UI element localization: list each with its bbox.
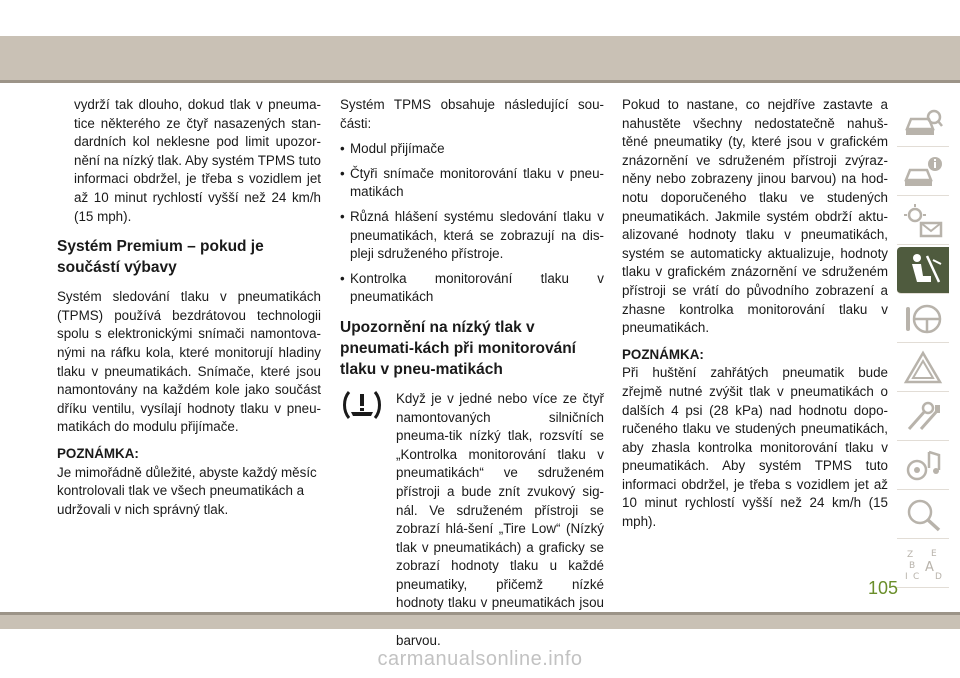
tab-alphabetical-index[interactable] xyxy=(897,541,949,588)
magnifier-icon xyxy=(903,497,943,533)
tab-multimedia[interactable] xyxy=(897,443,949,490)
alphabet-index-icon xyxy=(903,546,943,582)
page-number: 105 xyxy=(867,578,898,598)
tab-emergency[interactable] xyxy=(897,345,949,392)
lights-message-icon xyxy=(903,203,943,239)
note-text-2: Při huštění zahřátých pneumatik bude zřejmě nutné zvýšit tlak v pneumatikách o dalších 4 psi (28 kPa) nad hodnotu dopo-ručeného tlaku ve studených pneumatikách, aby zhasla kontrolka monitorování tlaku v pneumatikách. Aby systém TPMS tuto informaci obdržel, je třeba s vozidlem jet až 10 minut rychlostí vyšší než 24 km/h (15 mph). xyxy=(622,365,888,530)
tab-car-info[interactable] xyxy=(897,149,949,196)
tab-car-search[interactable] xyxy=(897,100,949,147)
car-info-icon xyxy=(903,154,943,190)
list-item-text: Různá hlášení systému sledování tlaku v pneumatikách, která se zobrazují na dis-pleji sdruženého přístroje. xyxy=(350,208,604,262)
note-title: POZNÁMKA: xyxy=(57,445,139,461)
col1-paragraph-2: Systém sledování tlaku v pneumatikách (TPMS) používá bezdrátovou technologii spolu s elektronickými snímači namontova-nými na ráfku kola, které monitorují hladiny tlaku v pneumatikách. Snímače, které jsou namontovány na každém kole jako součást dříku ventilu, vysílají hodnoty tlaku v pneu-matikách do modulu přijímače. xyxy=(57,289,321,435)
steering-wheel-icon xyxy=(903,301,943,337)
column-2 xyxy=(340,96,604,657)
index-letter: B xyxy=(909,561,916,571)
index-letter: D xyxy=(935,572,942,582)
column-1 xyxy=(57,96,321,519)
index-letter: I xyxy=(905,572,908,582)
column-3 xyxy=(622,96,888,532)
seat-passenger-icon xyxy=(903,252,943,288)
list-item xyxy=(340,208,604,264)
index-letter: E xyxy=(931,549,937,559)
tab-driving[interactable] xyxy=(897,296,949,343)
index-letter: A xyxy=(925,560,934,575)
note-title-2: POZNÁMKA: xyxy=(622,346,704,362)
tpms-warning-icon xyxy=(340,390,384,420)
tab-lights-messages[interactable] xyxy=(897,198,949,245)
note-text: Je mimořádně důležité, abyste každý měsíc kontrolovali tlak ve všech pneumatikách a udržovali v nich správný tlak. xyxy=(57,464,317,517)
header-band xyxy=(0,36,960,80)
footer-band xyxy=(0,615,960,629)
index-letter: C xyxy=(913,572,920,582)
warning-text: Když je v jedné nebo více ze čtyř namontovaných silničních pneuma-tik nízký tlak, rozsvítí se „Kontrolka monitorování tlaku v pneumatikách“ ve sdruženém přístroji a bude znít zvukový sig-nál. Ve sdruženém přístroji se zobrazí hlá-šení „Tire Low“ (Nízký tlak v pneumatikách) a graficky se zobrazí hodnoty tlaku u každé pneumatiky, přičemž nízké hodnoty tlaku v pneumatikách jsou barvou. xyxy=(396,390,604,648)
col1-paragraph-1: vydrží tak dlouho, dokud tlak v pneuma-tice některého ze čtyř nasazených stan-dardních kol neklesne pod limit upozor-nění na nízký tlak. Aby systém TPMS tuto informaci obdržel, je třeba s vozidlem jet až 10 minut rychlostí vyšší než 24 km/h (15 mph). xyxy=(74,97,321,224)
tab-maintenance[interactable] xyxy=(897,394,949,441)
media-gears-icon xyxy=(903,448,943,484)
bullet: • xyxy=(340,270,345,286)
tpms-components-list xyxy=(340,140,604,307)
heading-premium-system: Systém Premium – pokud je součástí výbavy xyxy=(57,238,264,277)
index-letter: Z xyxy=(907,550,914,560)
bullet: • xyxy=(340,141,345,157)
col3-paragraph-1: Pokud to nastane, co nejdříve zastavte a nahustěte všechny nedostatečně nahuš-těné pneumatiky (ty, které jsou v grafickém znázornění ve sdruženém přístroji zvýraz-něny nebo zobrazeny jinou barvou) na hod-notu doporučeného tlaku ve studených pneumatikách. Jakmile systém obdrží aktu-alizované hodnoty tlaku v pneumatikách, systém se automaticky aktualizuje, hodnoty tlaku v grafickém znázornění ve sdruženém přístroji se vrátí do původního zobrazení a zhasne kontrolka monitorování tlaku v pneumatikách. xyxy=(622,97,888,336)
tab-index-search[interactable] xyxy=(897,492,949,539)
list-item-text: Čtyři snímače monitorování tlaku v pneu-matikách xyxy=(350,165,604,200)
list-item xyxy=(340,140,604,159)
page-top-margin xyxy=(0,0,960,36)
watermark: carmanualsonline.info xyxy=(377,648,583,670)
col2-intro: Systém TPMS obsahuje následující sou-části: xyxy=(340,97,604,131)
bullet: • xyxy=(340,165,345,181)
car-search-icon xyxy=(903,105,943,141)
warning-triangle-icon xyxy=(903,350,943,386)
heading-low-pressure-warning: Upozornění na nízký tlak v pneumati-kách při monitorování tlaku v pneu-matikách xyxy=(340,318,576,378)
tools-icon xyxy=(903,399,943,435)
list-item-text: Kontrolka monitorování tlaku v pneumatikách xyxy=(350,270,604,305)
list-item-text: Modul přijímače xyxy=(350,141,445,157)
list-item xyxy=(340,165,604,202)
tab-seats-safety[interactable] xyxy=(897,247,949,294)
bullet: • xyxy=(340,208,345,224)
header-rule xyxy=(0,80,960,83)
chapter-tabs xyxy=(897,100,949,590)
list-item xyxy=(340,270,604,307)
